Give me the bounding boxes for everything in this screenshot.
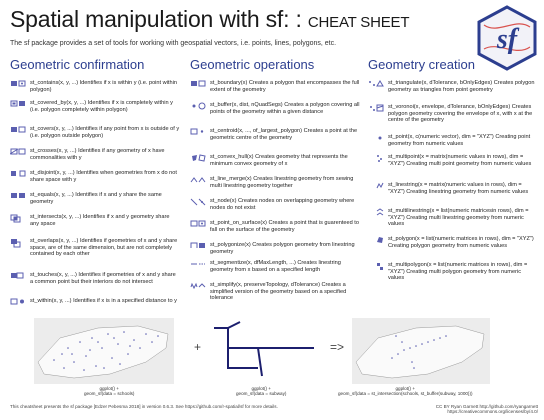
item-text: st_node(x) Creates nodes on overlapping geometry where nodes do not exist [210, 198, 355, 211]
footer-credit: CC BY Ryan Garnett http://github.com/ryangarnett [435, 404, 538, 409]
item-text: st_contains(x, y, ...) Identifies if x is within y (i.e. point within polygon) [30, 80, 177, 93]
item-text: st_point(x, c(numeric vector), dim = "XYZ") Creating point geometry from numeric values [388, 134, 531, 147]
item-text: st_polygonize(x) Creates polygon geometry from linestring geometry [210, 242, 355, 255]
plus-symbol: + [194, 340, 202, 354]
point-icon [368, 134, 384, 146]
item-text: st_buffer(x, dist, nQuadSegs) Creates a polygon covering all points of the geometry within a given distance [210, 102, 360, 115]
col-heading-creation: Geometry creation [368, 57, 475, 72]
intersects-icon [10, 214, 26, 226]
col-heading-confirmation: Geometric confirmation [10, 57, 145, 72]
line-merge-icon [190, 176, 206, 188]
item-text: st_segmentize(x, dfMaxLength, ...) Creates linestring geometry from x based on a specified length [210, 260, 341, 273]
item-text: st_disjoint(x, y, ...) Identifies when geometries from x do not share space with y [30, 170, 177, 183]
touches-icon [10, 272, 26, 284]
buffer-icon [190, 102, 206, 114]
title-cheat-sheet: CHEAT SHEET [307, 14, 410, 31]
page-title [10, 6, 409, 33]
multilinestring-icon [368, 208, 384, 220]
page-subtitle: The sf package provides a set of tools for working with geospatial vectors, i.e. points, lines, polygons, etc. [10, 40, 337, 47]
map-schools [34, 318, 174, 384]
item-text: st_multipoint(x = matrix(numeric values in rows), dim = "XYZ") Creating multi point geometry from numeric values [388, 154, 532, 167]
voronoi-icon [368, 104, 384, 116]
simplify-icon [190, 282, 206, 294]
caption-text: ggplot() + geom_sf(data = subway) [236, 386, 287, 397]
centroid-icon [190, 128, 206, 140]
sf-logo [476, 5, 538, 71]
multipolygon-icon [368, 262, 384, 274]
title-main: Spatial manipulation with sf: : [10, 6, 308, 32]
contains-icon [10, 80, 26, 92]
convex-hull-icon [190, 154, 206, 166]
overlaps-icon [10, 238, 26, 250]
equals-icon [10, 192, 26, 204]
logo-text: sf [496, 24, 518, 55]
col-heading-operations: Geometric operations [190, 57, 315, 72]
map-intersection [352, 318, 490, 384]
caption-subway [236, 386, 286, 397]
arrow-symbol: => [330, 340, 345, 354]
item-text: st_triangulate(x, dTolerance, bOnlyEdges) Creates polygon geometry as triangles from point geometry [388, 80, 535, 93]
item-text: st_covered_by(x, y, ...) Identifies if x is completely within y (i.e. polygon completely within polygon) [30, 100, 173, 113]
item-text: st_simplify(x, preserveTopology, dTolerance) Creates a simplified version of the geometry based on a specified tolerance [210, 282, 347, 302]
item-text: st_voronoi(x, envelope, dTolerance, bOnlyEdges) Creates polygon geometry covering the envelope of x, with x at the centre of the geometry [388, 104, 533, 124]
polygonize-icon [190, 242, 206, 254]
footer-note: This cheatsheet presents the sf package [Edzer Pebesma 2018] in version 0.6.3. See https://github.com/r-spatial/sf for more details. [10, 404, 278, 409]
caption-intersection [338, 386, 473, 397]
item-text: st_touches(x, y, ...) Identifies if geometries of x and y share a common point but their interiors do not intersect [30, 272, 176, 285]
caption-schools [84, 386, 134, 397]
item-text: st_covers(x, y, ...) Identifies if any point from x is outside of y (i.e. polygon outside polygon) [30, 126, 180, 139]
item-text: st_crosses(x, y, ...) Identifies if any geometry of x have commonalities with y [30, 148, 165, 161]
item-text: st_centroid(x, ..., of_largest_polygon) Creates a point at the geometric centre of the geometry [210, 128, 358, 141]
item-text: st_line_merge(x) Creates linestring geometry from sewing multi linestring geometry together [210, 176, 354, 189]
caption-text: ggplot() + geom_sf(data = schools) [84, 386, 135, 397]
node-icon [190, 198, 206, 210]
linestring-icon [368, 182, 384, 194]
crosses-icon [10, 148, 26, 160]
point-on-surface-icon [190, 220, 206, 232]
triangulate-icon [368, 80, 384, 92]
item-text: st_boundary(x) Creates a polygon that encompasses the full extent of the geometry [210, 80, 360, 93]
item-text: st_point_on_surface(x) Creates a point that is guarenteed to fall on the surface of the geometry [210, 220, 359, 233]
boundary-icon [190, 80, 206, 92]
item-text: st_within(x, y, ...) Identifies if x is in a specified distance to y [30, 298, 177, 304]
item-text: st_multilinestring(x = list(numeric matricesin rows), dim = "XYZ") Creating multi linestring geometry from numeric values [388, 208, 529, 228]
footer-license-url: https://creativecommons.org/licenses/by/4.0/ [447, 409, 538, 415]
item-text: st_linestring(x = matrix(numeric values in rows), dim = "XYZ") Creating linestring geometry from numeric values [388, 182, 529, 195]
disjoint-icon [10, 170, 26, 182]
segmentize-icon [190, 260, 206, 272]
item-text: st_convex_hull(x) Creates geometry that represents the minimum convex geometry of x [210, 154, 348, 167]
within-icon [10, 298, 26, 310]
item-text: st_intersects(x, y, ...) Identifies if x and y geometry share any space [30, 214, 170, 227]
caption-text: ggplot() + geom_sf(data = st_intersection(schools, st_buffer(subway, 1000))) [338, 386, 473, 397]
footer-license [436, 404, 538, 414]
covered-by-icon [10, 100, 26, 112]
item-text: st_polygon(x = list(numeric matrices in rows), dim = "XYZ") Creating polygon geometry from numeric values [388, 236, 534, 249]
map-subway [210, 318, 320, 384]
item-text: st_overlaps(x, y, ...) Identifies if geometries of x and y share space, are of the same dimension, but are not completely contained by each other [30, 238, 178, 258]
item-text: st_multipolygon(x = list(numeric matrices in rows), dim = "XYZ") Creating multi polygon geometry from numeric values [388, 262, 528, 282]
covers-icon [10, 126, 26, 138]
multipoint-icon [368, 154, 384, 166]
polygon-icon [368, 236, 384, 248]
item-text: st_equals(x, y, ...) Identifies if x and y share the same geometry [30, 192, 162, 205]
